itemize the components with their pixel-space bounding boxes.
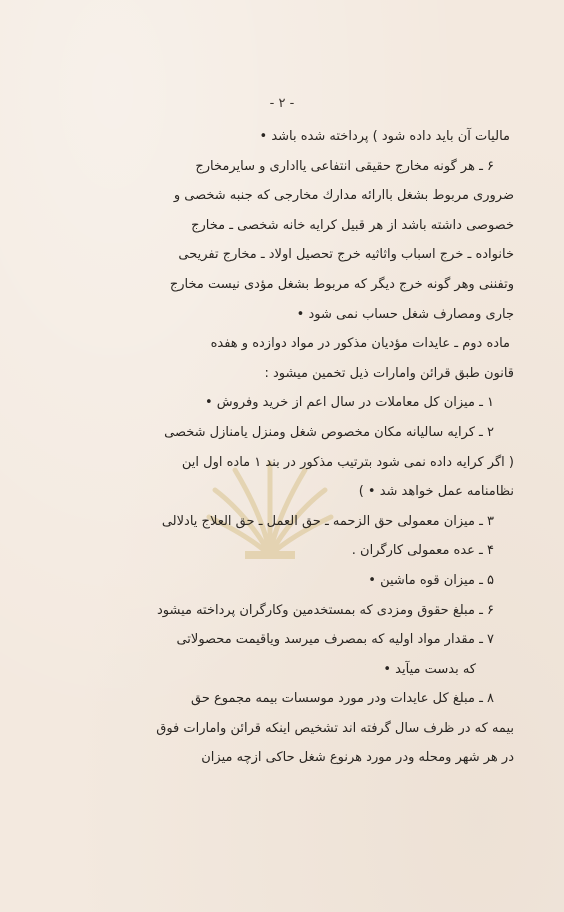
text-line: نظامنامه عمل خواهد شد • ) (358, 484, 514, 500)
list-item: ۱ ـ میزان كل معاملات در سال اعم از خرید وفروش • (204, 395, 494, 411)
text-line: ۶ ـ هر گونه مخارج حقیقی انتفاعی یااداری و سایرمخارج (195, 158, 494, 174)
text-line: ( اگر كرایه داده نمی شود بترتیب مذكور در بند ۱ ماده اول این (181, 454, 514, 470)
list-item: ۸ ـ مبلغ كل عایدات ودر مورد موسسات بیمه مجموع حق (191, 691, 494, 707)
list-item: ۳ ـ میزان معمولی حق الزحمه ـ حق العمل ـ حق العلاج یادلالی (161, 513, 494, 529)
text-line: خصوصی داشته باشد از هر قبیل كرایه خانه شخصی ـ مخارج (191, 217, 514, 233)
text-line: قانون طبق قرائن وامارات ذیل تخمین میشود : (264, 365, 514, 381)
text-line: وتفننی وهر گونه خرج دیگر كه مربوط بشغل مؤدی نیست مخارج (169, 276, 514, 292)
text-line: مالیات آن باید داده شود ) پرداخته شده باشد • (259, 129, 510, 144)
list-item: ۵ ـ میزان قوه ماشین • (368, 572, 494, 588)
text-line: در هر شهر ومحله ودر مورد هرنوع شغل حاكی ازچه میزان (201, 750, 514, 766)
text-line: كه بدست میآید • (383, 661, 476, 677)
article-heading: ماده دوم ـ عایدات مؤدیان مذكور در مواد دوازده و هفده (210, 336, 510, 352)
text-line: بیمه كه در ظرف سال گرفته اند تشخیص اینكه قرائن وامارات فوق (156, 720, 514, 736)
text-line: جاری ومصارف شغل حساب نمی شود • (296, 306, 514, 322)
list-item: ۷ ـ مقدار مواد اولیه كه بمصرف میرسد ویاقیمت محصولاتی (176, 632, 494, 648)
page-number: - ۲ - (269, 96, 295, 111)
list-item: ۲ ـ كرایه سالیانه مكان مخصوص شغل ومنزل یامنازل شخصی (164, 424, 494, 440)
list-item: ۴ ـ عده معمولی كارگران . (351, 543, 494, 559)
body-text (50, 122, 514, 773)
list-item: ۶ ـ مبلغ حقوق ومزدی كه بمستخدمین وكارگران پرداخته میشود (156, 602, 494, 618)
text-line: خانواده ـ خرج اسباب واثاثیه خرج تحصیل اولاد ـ مخارج تفریحی (178, 247, 514, 263)
text-line: ضروری مربوط بشغل باارائه مدارك مخارجی كه جنبه شخصی و (173, 188, 514, 204)
